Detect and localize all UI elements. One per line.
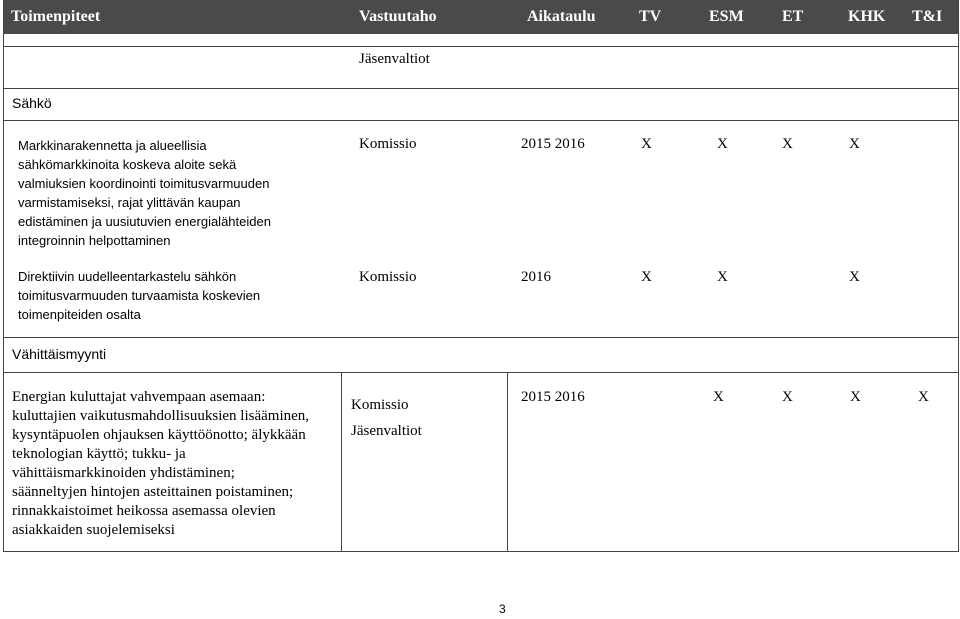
row-text-line: varmistamiseksi, rajat ylittävän kaupan	[18, 195, 241, 210]
mark-tv: X	[641, 136, 652, 152]
mark-esm: X	[782, 389, 793, 405]
table-divider	[3, 120, 959, 121]
row-responsible: Komissio	[359, 269, 417, 285]
row-schedule: 2015 2016	[521, 136, 585, 152]
row-text-line: teknologian käyttö; tukku- ja	[12, 446, 186, 462]
header-et: ET	[782, 8, 804, 25]
mark-tv: X	[713, 389, 724, 405]
column-divider	[341, 372, 342, 552]
mark-khk: X	[849, 136, 860, 152]
row-text-line: Energian kuluttajat vahvempaan asemaan:	[12, 389, 266, 405]
mark-tv: X	[641, 269, 652, 285]
mark-et: X	[782, 136, 793, 152]
responsible-jasenvaltiot: Jäsenvaltiot	[351, 423, 422, 439]
table-row	[12, 388, 309, 540]
mark-khk: X	[918, 389, 929, 405]
table-divider	[3, 88, 959, 89]
header-khk: KHK	[848, 8, 886, 25]
row-text-line: asiakkaiden suojelemiseksi	[12, 522, 175, 538]
row-text-line: kysyntäpuolen ohjauksen käyttöönotto; älykkään	[12, 427, 306, 443]
mark-esm: X	[717, 269, 728, 285]
section-title-sahko: Sähkö	[12, 95, 52, 111]
row-schedule: 2016	[521, 269, 551, 285]
header-aikataulu: Aikataulu	[527, 8, 596, 25]
row-text-line: integroinnin helpottaminen	[18, 233, 171, 248]
section-title-vahittaismyynti: Vähittäismyynti	[12, 346, 107, 362]
table-border-right	[958, 0, 959, 552]
column-divider	[507, 372, 508, 552]
row-responsible	[351, 388, 422, 441]
row-text-line: Direktiivin uudelleentarkastelu sähkön	[18, 269, 237, 284]
responsible-komissio: Komissio	[351, 397, 409, 413]
header-ti: T&I	[912, 8, 943, 25]
table-border-left	[3, 0, 4, 552]
table-row	[18, 136, 271, 250]
row-text-line: toimenpiteiden osalta	[18, 307, 141, 322]
page-number: 3	[499, 602, 506, 616]
row-text-line: Markkinarakennetta ja alueellisia	[18, 138, 207, 153]
table-divider	[3, 372, 959, 373]
mark-khk: X	[849, 269, 860, 285]
row-text-line: sähkömarkkinoita koskeva aloite sekä	[18, 157, 237, 172]
table-divider	[3, 337, 959, 338]
table-row	[18, 267, 260, 324]
mark-esm: X	[717, 136, 728, 152]
row-responsible: Komissio	[359, 136, 417, 152]
header-tv: TV	[639, 8, 662, 25]
row-text-line: vähittäismarkkinoiden yhdistäminen;	[12, 465, 235, 481]
header-vastuutaho: Vastuutaho	[359, 8, 437, 25]
subheader-jasenvaltiot: Jäsenvaltiot	[359, 51, 430, 67]
row-schedule: 2015 2016	[521, 389, 585, 405]
row-text-line: toimitusvarmuuden turvaamista koskevien	[18, 288, 261, 303]
table-border-bottom	[3, 551, 959, 552]
header-esm: ESM	[709, 8, 744, 25]
table-divider	[3, 46, 959, 47]
row-text-line: edistäminen ja uusiutuvien energialähteiden	[18, 214, 271, 229]
header-toimenpiteet: Toimenpiteet	[11, 8, 101, 25]
mark-et: X	[850, 389, 861, 405]
row-text-line: rinnakkaistoimet heikossa asemassa olevien	[12, 503, 276, 519]
table-header	[3, 0, 958, 34]
row-text-line: säänneltyjen hintojen asteittainen poistaminen;	[12, 484, 294, 500]
row-text-line: kuluttajien vaikutusmahdollisuuksien lisääminen,	[12, 408, 310, 424]
row-text-line: valmiuksien koordinointi toimitusvarmuuden	[18, 176, 270, 191]
